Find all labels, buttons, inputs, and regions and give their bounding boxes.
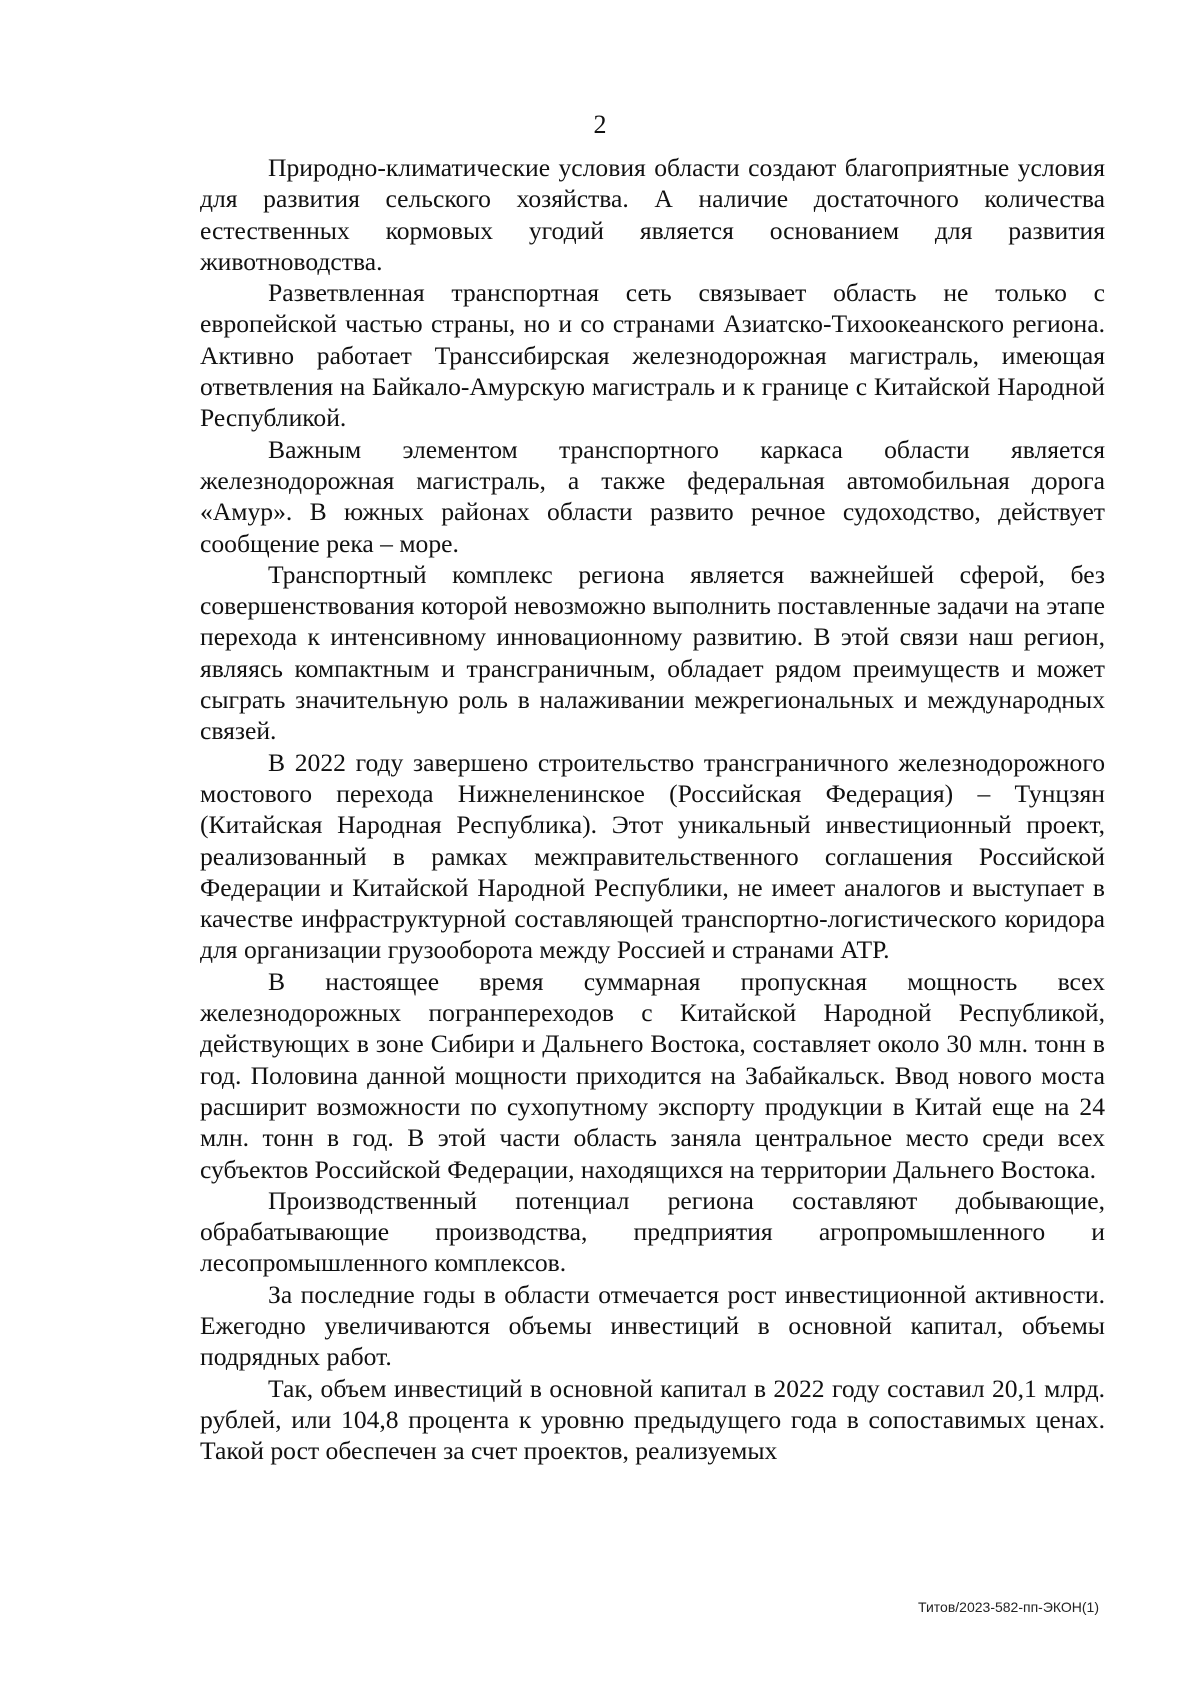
- document-body: [200, 152, 1105, 1466]
- paragraph-investment-volume: Так, объем инвестиций в основной капитал в 2022 году составил 20,1 млрд. рублей, или 104,8 процента к уровню предыдущего года в сопоставимых ценах. Такой рост обеспечен за счет проектов, реализуемых: [200, 1373, 1105, 1466]
- paragraph-border-capacity: В настоящее время суммарная пропускная мощность всех железнодорожных погранпереходов с Китайской Народной Республикой, действующих в зоне Сибири и Дальнего Востока, составляет около 30 млн. тонн в год. Половина данной мощности приходится на Забайкальск. Ввод нового моста расширит возможности по сухопутному экспорту продукции в Китай еще на 24 млн. тонн в год. В этой части область заняла центральное место среди всех субъектов Российской Федерации, находящихся на территории Дальнего Востока.: [200, 966, 1105, 1184]
- paragraph-transport-complex: Транспортный комплекс региона является важнейшей сферой, без совершенствования которой невозможно выполнить поставленные задачи на этапе перехода к интенсивному инновационному развитию. В этой связи наш регион, являясь компактным и трансграничным, обладает рядом преимуществ и может сыграть значительную роль в налаживании межрегиональных и международных связей.: [200, 559, 1105, 746]
- paragraph-climate: Природно-климатические условия области создают благоприятные условия для развития сельского хозяйства. А наличие достаточного количества естественных кормовых угодий является основанием для развития животноводства.: [200, 153, 1105, 276]
- paragraph-production-potential: Производственный потенциал региона составляют добывающие, обрабатывающие производства, предприятия агропромышленного и лесопромышленного комплексов.: [200, 1185, 1105, 1278]
- document-footer-code: Титов/2023-582-пп-ЭКОН(1): [918, 1599, 1099, 1615]
- paragraph-transport-network: Разветвленная транспортная сеть связывает область не только с европейской частью страны, но и со странами Азиатско-Тихоокеанского региона. Активно работает Транссибирская железнодорожная магистраль, имеющая ответвления на Байкало-Амурскую магистраль и к границе с Китайской Народной Республикой.: [200, 278, 1105, 433]
- paragraph-transport-frame: Важным элементом транспортного каркаса области является железнодорожная магистраль, а также федеральная автомобильная дорога «Амур». В южных районах области развито речное судоходство, действует сообщение река – море.: [200, 434, 1105, 558]
- paragraph-investment-activity: За последние годы в области отмечается рост инвестиционной активности. Ежегодно увеличиваются объемы инвестиций в основной капитал, объемы подрядных работ.: [200, 1279, 1105, 1372]
- paragraph-bridge-construction: В 2022 году завершено строительство трансграничного железнодорожного мостового перехода Нижнеленинское (Российская Федерация) – Тунцзян (Китайская Народная Республика). Этот уникальный инвестиционный проект, реализованный в рамках межправительственного соглашения Российской Федерации и Китайской Народной Республики, не имеет аналогов и выступает в качестве инфраструктурной составляющей транспортно-логистического коридора для организации грузооборота между Россией и странами АТР.: [200, 747, 1105, 965]
- page-number: 2: [593, 110, 607, 139]
